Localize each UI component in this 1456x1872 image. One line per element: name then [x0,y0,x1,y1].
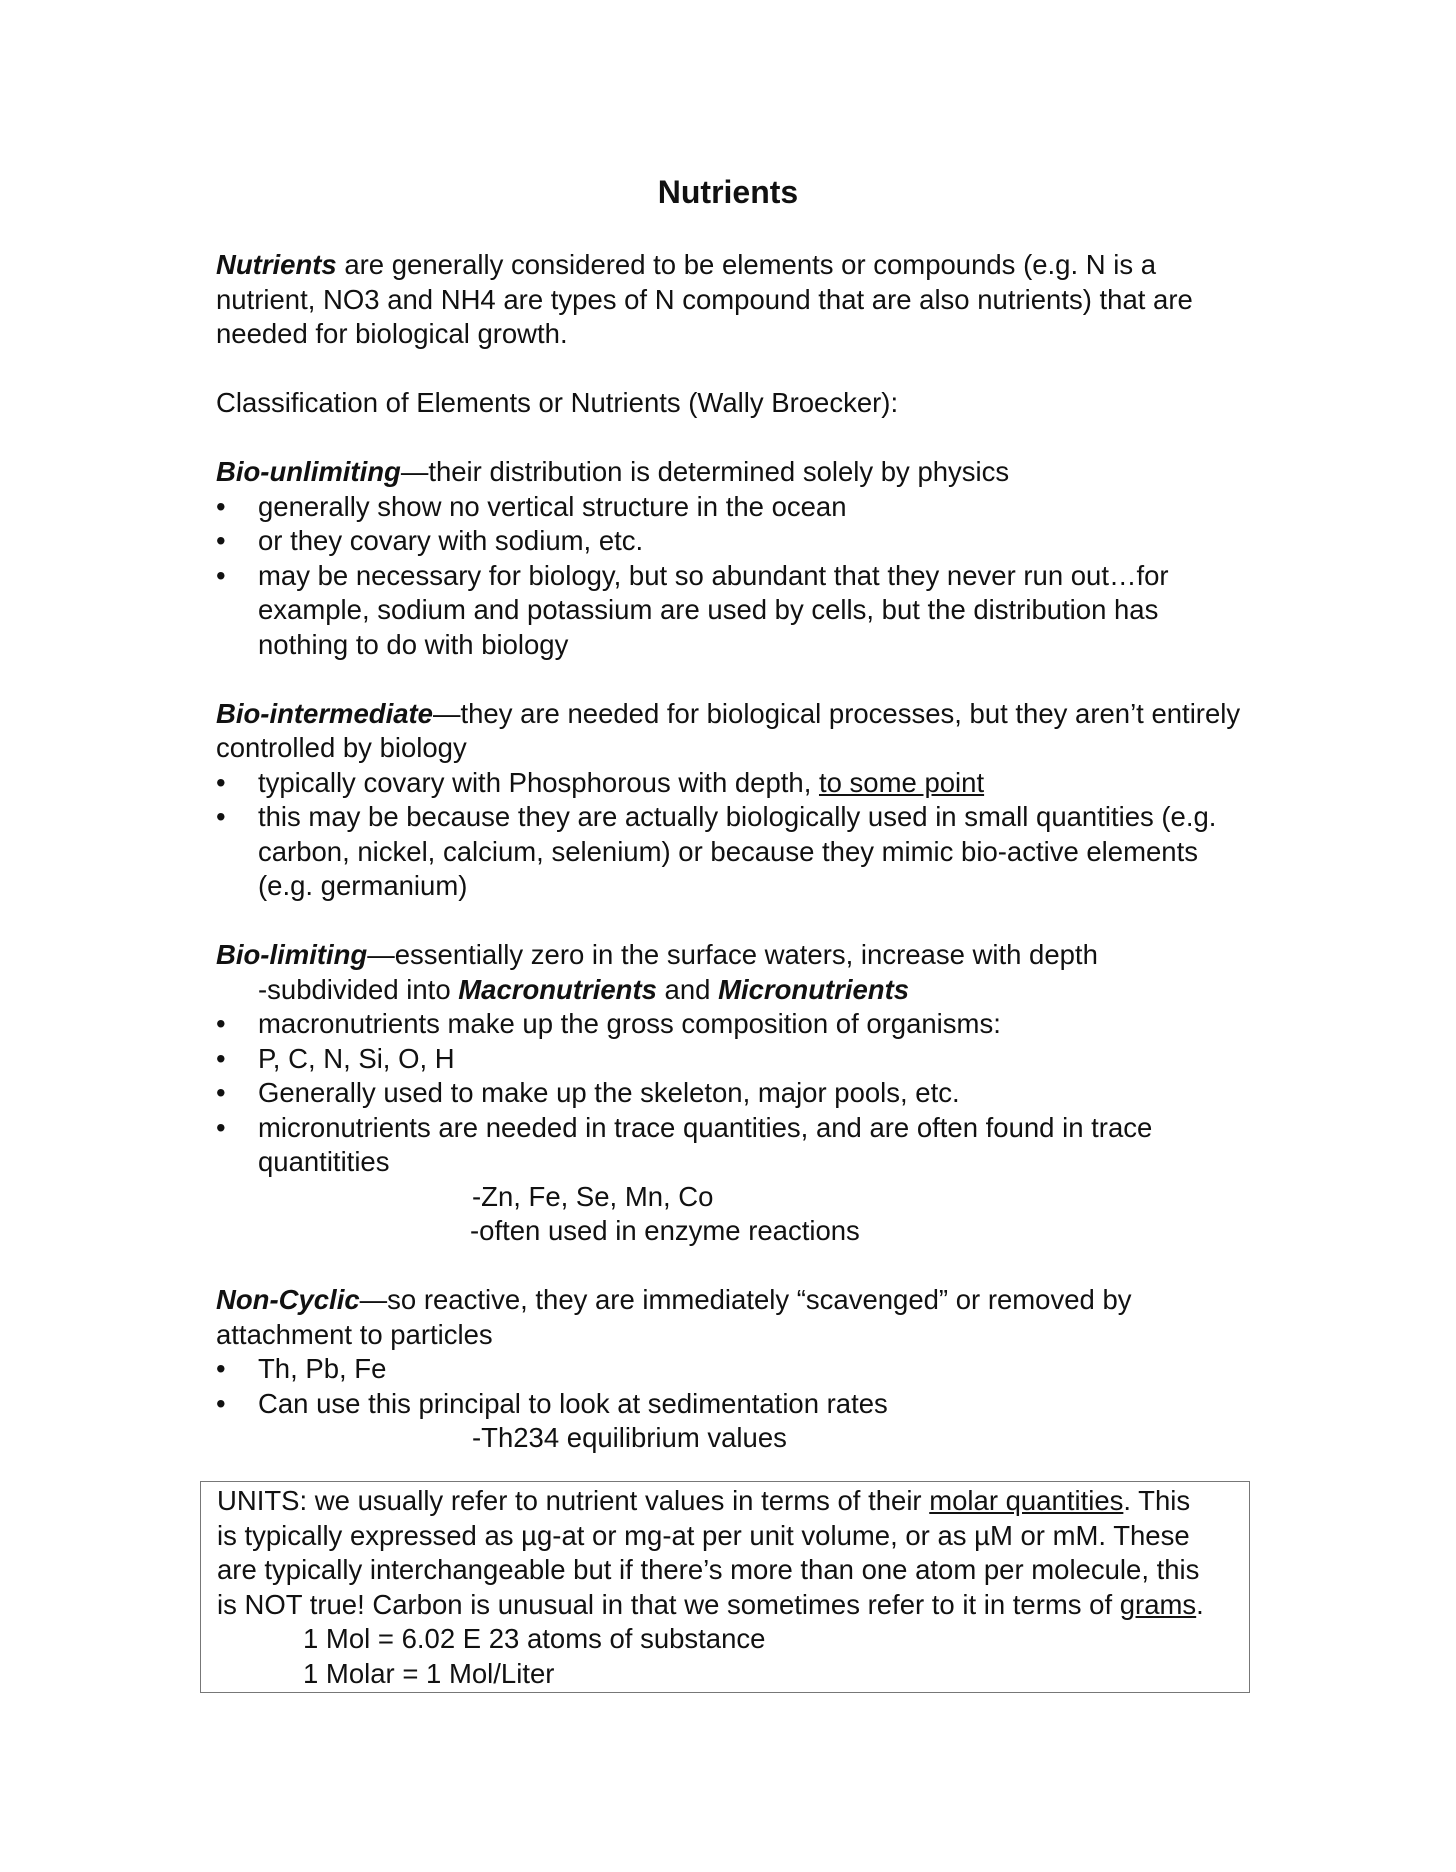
units-text: . [1196,1588,1204,1620]
list-item [216,1042,1256,1077]
list-item-text: micronutrients are needed in trace quantities, and are often found in trace quantitities [258,1111,1153,1177]
list-item [216,800,1256,904]
bio-limiting-term: Bio-limiting [216,939,368,970]
list-item [216,1111,1256,1180]
bullet-icon: • [216,1077,226,1108]
list-item-text: P, C, N, Si, O, H [258,1042,455,1074]
bio-limiting-list [216,1007,1256,1180]
non-cyclic-term: Non-Cyclic [216,1284,360,1315]
list-item [216,490,1256,525]
units-line-2: is typically expressed as µg-at or mg-at per unit volume, or as µM or mM. These [217,1519,1190,1551]
molar-definition: 1 Molar = 1 Mol/Liter [303,1657,555,1689]
bio-intermediate-list [216,766,1256,904]
intro-term: Nutrients [216,249,337,280]
th234-note: -Th234 equilibrium values [472,1422,787,1453]
list-item [216,1007,1256,1042]
non-cyclic-list [216,1352,1256,1421]
bio-limiting-heading [216,938,1256,973]
bio-intermediate-desc: —they are needed for biological processes, but they aren’t entirely controlled by biology [216,697,1241,763]
classification-heading: Classification of Elements or Nutrients (Wally Broecker): [216,387,899,418]
list-item [216,1352,1256,1387]
bio-unlimiting-term: Bio-unlimiting [216,456,401,487]
bullet-icon: • [216,1353,226,1384]
bullet-icon: • [216,490,226,522]
non-cyclic-heading [216,1283,1256,1352]
micronutrient-examples: -Zn, Fe, Se, Mn, Co [472,1180,714,1212]
list-item [216,559,1256,663]
intro-paragraph [216,248,1256,352]
bio-intermediate-heading [216,697,1256,766]
units-line-3: are typically interchangeable but if there’s more than one atom per molecule, this [217,1554,1200,1585]
units-text: . This [1123,1485,1191,1516]
list-item-text: or they covary with sodium, etc. [258,525,644,556]
page-title: Nutrients [657,174,799,210]
bio-unlimiting-heading [216,455,1256,490]
bullet-icon: • [216,525,226,556]
document-body [216,248,1256,1456]
bio-unlimiting-desc: —their distribution is determined solely by physics [400,456,1010,487]
and-text: and [656,973,719,1005]
macronutrients-term: Macronutrients [458,973,657,1005]
list-item-text: typically covary with Phosphorous with depth, [258,766,819,798]
list-item [216,1387,1256,1422]
enzyme-note: -often used in enzyme reactions [470,1215,860,1246]
units-text: is NOT true! Carbon is unusual in that we sometimes refer to it in terms of [217,1588,1120,1620]
list-item-text: macronutrients make up the gross composition of organisms: [258,1008,1001,1039]
units-line-4 [217,1588,1249,1623]
bullet-icon: • [216,1008,226,1039]
non-cyclic-desc: —so reactive, they are immediately “scavenged” or removed by attachment to particles [216,1284,1132,1350]
bullet-icon: • [216,766,226,798]
list-item-text: Can use this principal to look at sedimentation rates [258,1387,888,1419]
subdivided-line [216,973,1256,1008]
bio-limiting-desc: —essentially zero in the surface waters, increase with depth [367,939,1098,970]
micronutrients-term: Micronutrients [718,973,910,1005]
bullet-icon: • [216,1387,226,1419]
list-item [216,1076,1256,1111]
underlined-text: to some point [818,766,985,798]
intro-text: are generally considered to be elements or compounds (e.g. N is a nutrient, NO3 and NH4 are types of N compound that are also nutrients) that are needed for biological growth. [216,249,1193,349]
list-item [216,766,1256,801]
units-box [200,1481,1250,1693]
list-item-text: Th, Pb, Fe [258,1353,387,1384]
list-item-text: generally show no vertical structure in the ocean [258,490,847,522]
bio-intermediate-term: Bio-intermediate [216,697,433,729]
list-item-text: this may be because they are actually biologically used in small quantities (e.g. carbon, nickel, calcium, selenium) or because they mimic bio-active elements (e.g. germanium) [258,801,1217,901]
underlined-text: grams [1119,1588,1197,1620]
mol-definition: 1 Mol = 6.02 E 23 atoms of substance [303,1623,766,1654]
bullet-icon: • [216,801,226,832]
bullet-icon: • [216,1042,226,1074]
list-item [216,524,1256,559]
bullet-icon: • [216,559,226,591]
units-line-1 [217,1484,1249,1519]
bullet-icon: • [216,1111,226,1143]
units-text: UNITS: we usually refer to nutrient values in terms of their [217,1485,930,1516]
underlined-text: molar quantities [929,1485,1124,1516]
list-item-text: may be necessary for biology, but so abundant that they never run out…for example, sodium and potassium are used by cells, but the distribution has nothing to do with biology [258,559,1169,660]
bio-unlimiting-list [216,490,1256,663]
subdivided-prefix: -subdivided into [258,973,459,1005]
list-item-text: Generally used to make up the skeleton, major pools, etc. [258,1077,960,1108]
